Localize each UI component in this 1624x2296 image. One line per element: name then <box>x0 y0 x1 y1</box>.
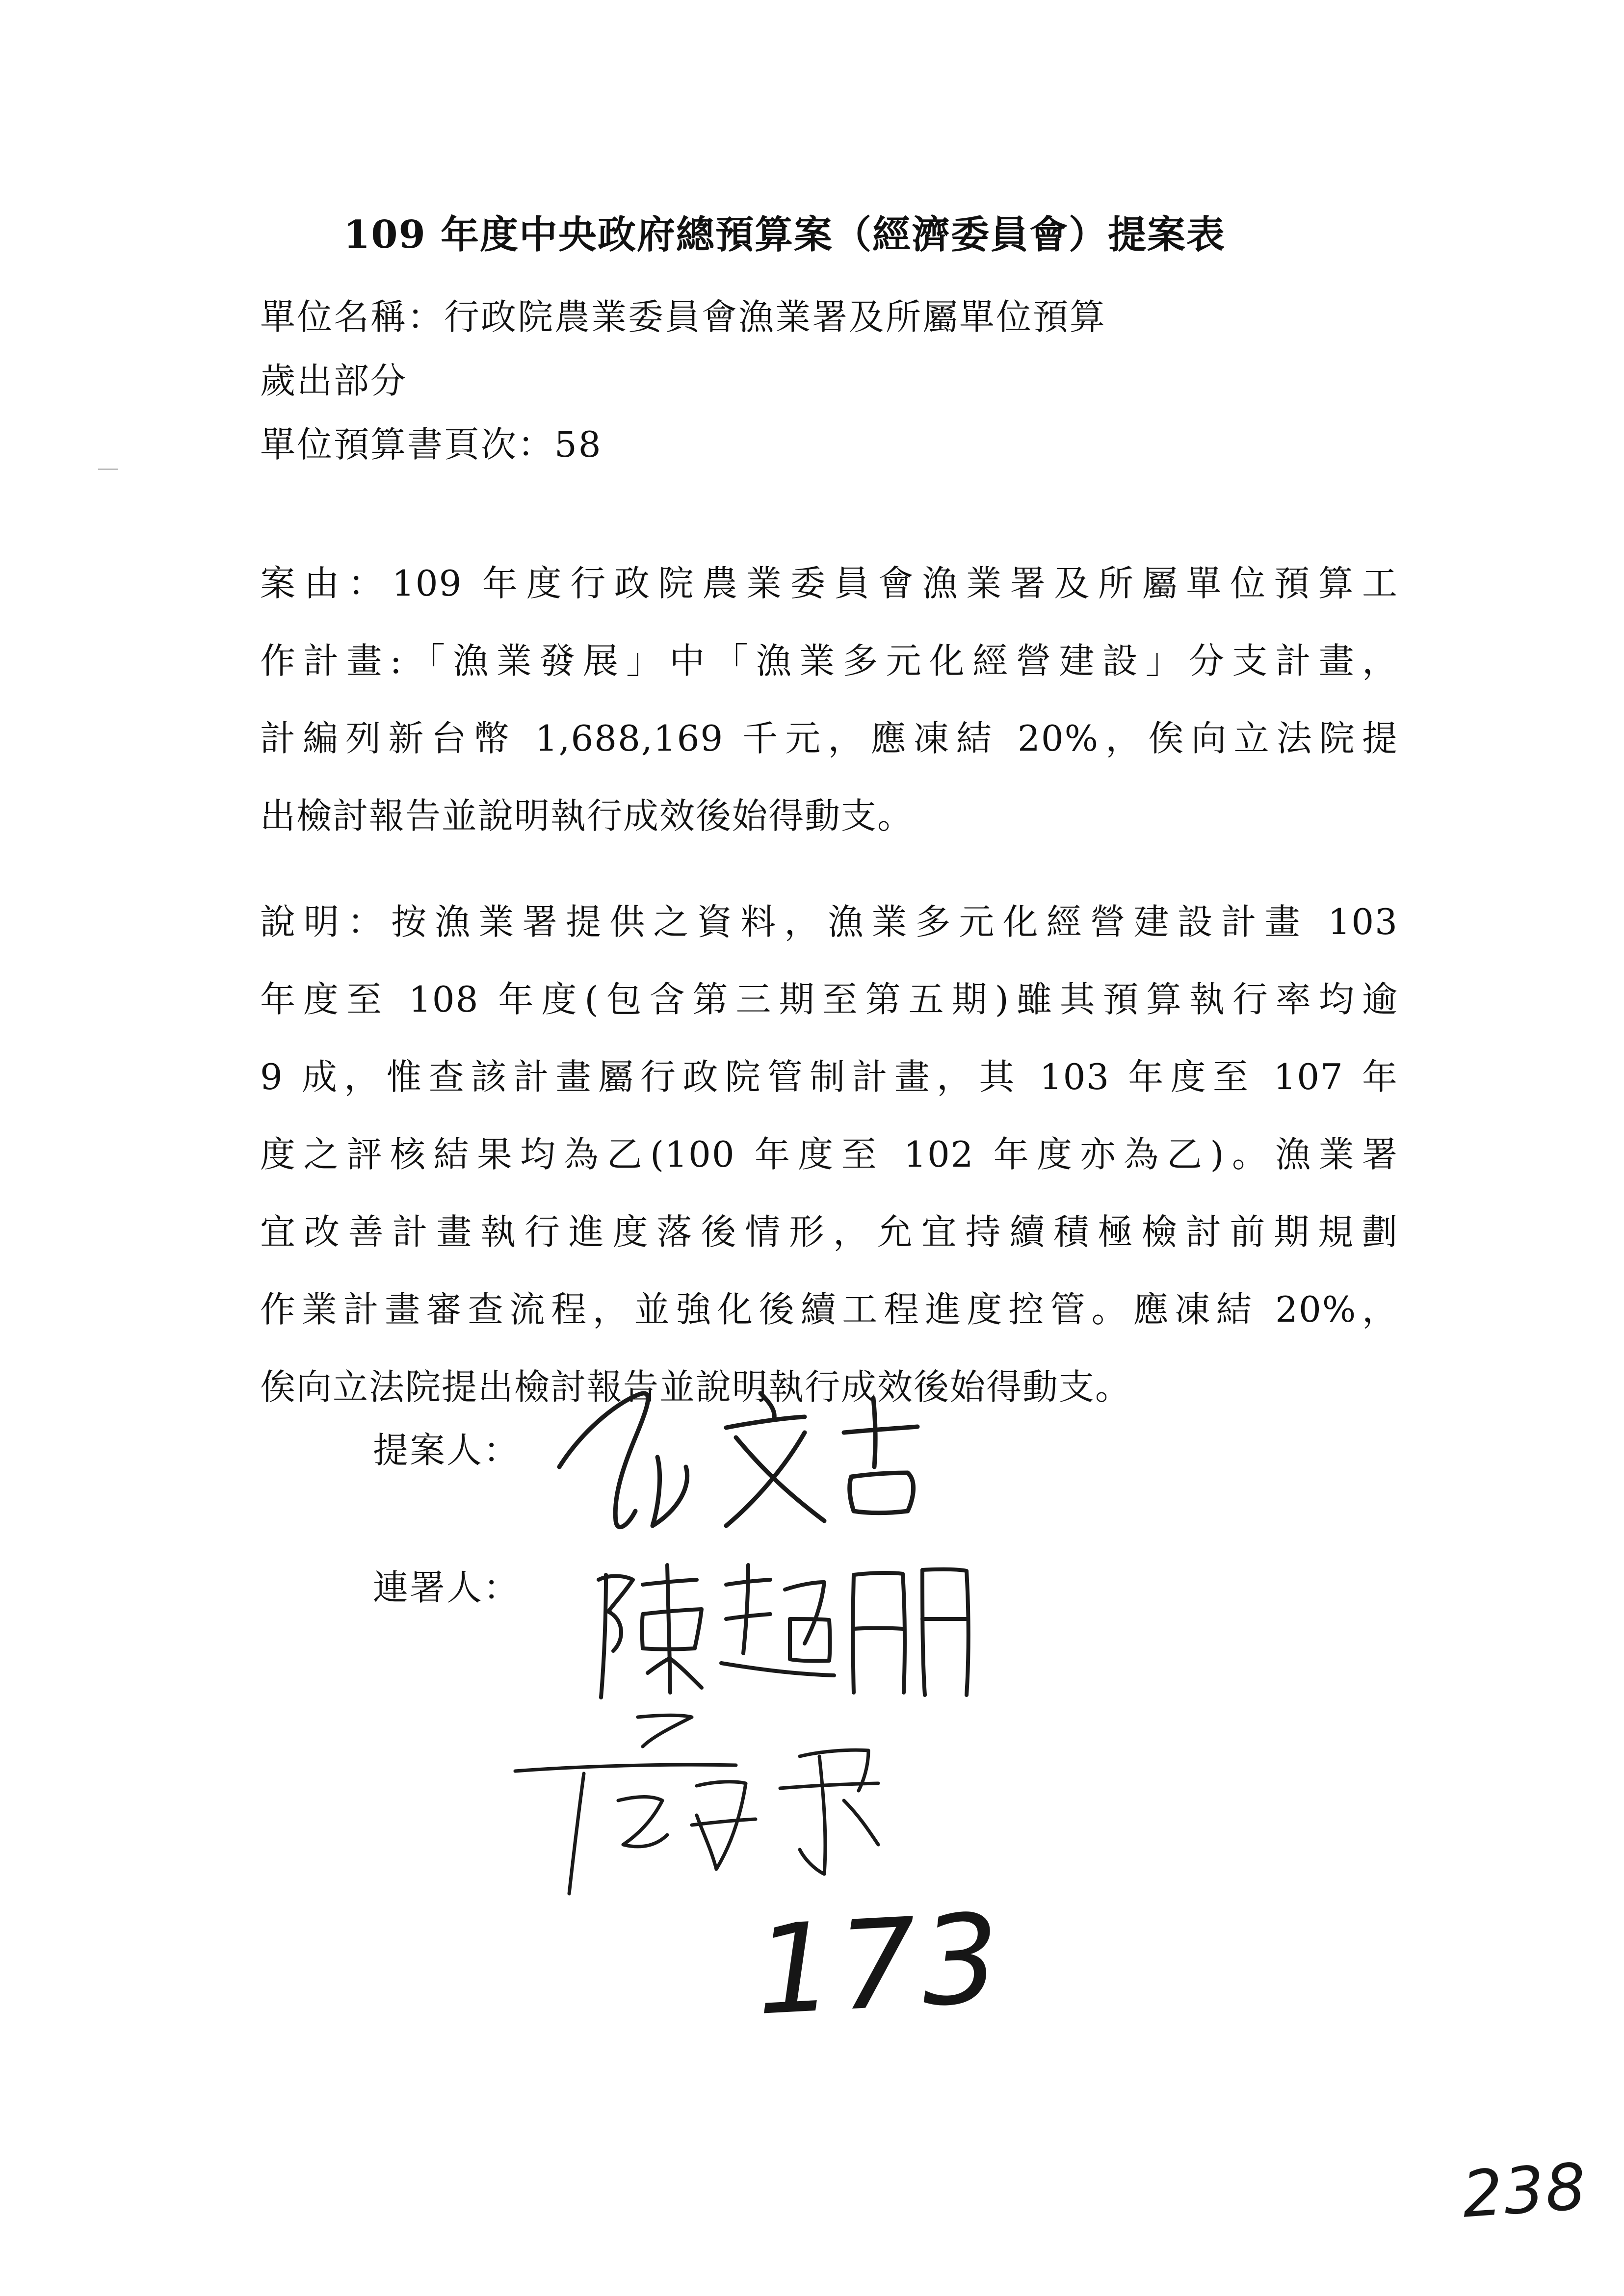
reason-line: 計編列新台幣 1,688,169 千元，應凍結 20%，俟向立法院提 <box>260 718 1398 759</box>
cosigner-label: 連署人： <box>373 1567 521 1608</box>
cosigner-signature-2 <box>505 1702 947 1908</box>
reason-line: 作計畫:「漁業發展」中「漁業多元化經營建設」分支計畫， <box>260 640 1398 681</box>
margin-mark <box>98 469 118 470</box>
explanation-line: 說明：按漁業署提供之資料，漁業多元化經營建設計畫 103 <box>260 901 1398 942</box>
reason-line: 案由：109 年度行政院農業委員會漁業署及所屬單位預算工 <box>260 563 1398 604</box>
unit-name-line: 單位名稱：行政院農業委員會漁業署及所屬單位預算 <box>260 296 1107 338</box>
section-line: 歲出部分 <box>260 360 408 401</box>
explanation-line: 9 成，惟查該計畫屬行政院管制計畫，其 103 年度至 107 年 <box>260 1056 1398 1097</box>
proposal-number-handwritten: 173 <box>752 1886 1008 2043</box>
page-number-handwritten: 238 <box>1460 2149 1590 2232</box>
explanation-line: 度之評核結果均為乙(100 年度至 102 年度亦為乙)。漁業署 <box>260 1134 1398 1175</box>
explanation-line: 年度至 108 年度(包含第三期至第五期)雖其預算執行率均逾 <box>260 979 1398 1020</box>
proposer-signature <box>530 1364 971 1540</box>
explanation-line: 俟向立法院提出檢討報告並說明執行成效後始得動支。 <box>260 1366 1132 1408</box>
page-reference-line: 單位預算書頁次：58 <box>260 424 602 465</box>
proposer-label: 提案人： <box>373 1430 521 1471</box>
explanation-line: 作業計畫審查流程，並強化後續工程進度控管。應凍結 20%， <box>260 1289 1398 1330</box>
reason-paragraph <box>260 545 1398 855</box>
cosigner-signature-1 <box>579 1545 981 1707</box>
reason-line: 出檢討報告並說明執行成效後始得動支。 <box>260 795 914 836</box>
explanation-line: 宜改善計畫執行進度落後情形，允宜持續積極檢討前期規劃 <box>260 1211 1398 1252</box>
explanation-paragraph <box>260 883 1398 1426</box>
document-title: 109 年度中央政府總預算案（經濟委員會）提案表 <box>343 212 1226 257</box>
